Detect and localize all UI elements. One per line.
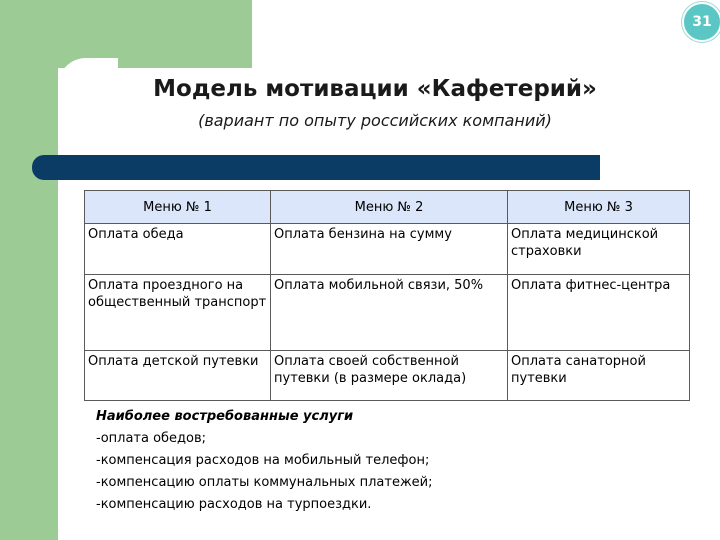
table-cell: Оплата проездного на общественный транспорт	[85, 275, 271, 351]
table-cell: Оплата санаторной путевки	[508, 351, 690, 401]
table-row	[85, 224, 690, 275]
table-cell: Оплата медицинской страховки	[508, 224, 690, 275]
table-cell: Оплата обеда	[85, 224, 271, 275]
menu-table	[84, 190, 690, 401]
list-item: -компенсацию оплаты коммунальных платежей;	[96, 475, 433, 490]
table-cell: Оплата своей собственной путевки (в размере оклада)	[271, 351, 508, 401]
slide-title: Модель мотивации «Кафетерий»	[153, 76, 597, 102]
table-cell: Оплата фитнес-центра	[508, 275, 690, 351]
notes-heading: Наиболее востребованные услуги	[96, 409, 354, 424]
table-header-row	[85, 191, 690, 224]
decor-navy-bar	[32, 155, 600, 180]
popular-services-notes	[96, 406, 433, 516]
table-header-cell: Меню № 3	[508, 191, 690, 224]
table-cell: Оплата бензина на сумму	[271, 224, 508, 275]
list-item: -компенсацию расходов на турпоездки.	[96, 497, 372, 512]
table-cell: Оплата детской путевки	[85, 351, 271, 401]
table-header-cell: Меню № 1	[85, 191, 271, 224]
slide-subtitle: (вариант по опыту российских компаний)	[198, 111, 552, 130]
table-row	[85, 351, 690, 401]
decor-green-left	[0, 0, 58, 540]
notes-list	[96, 428, 433, 516]
page-number-badge: 31	[682, 2, 720, 42]
table-cell: Оплата мобильной связи, 50%	[271, 275, 508, 351]
list-item: -оплата обедов;	[96, 431, 207, 446]
table-row	[85, 275, 690, 351]
table-header-cell: Меню № 2	[271, 191, 508, 224]
list-item: -компенсация расходов на мобильный телефон;	[96, 453, 430, 468]
